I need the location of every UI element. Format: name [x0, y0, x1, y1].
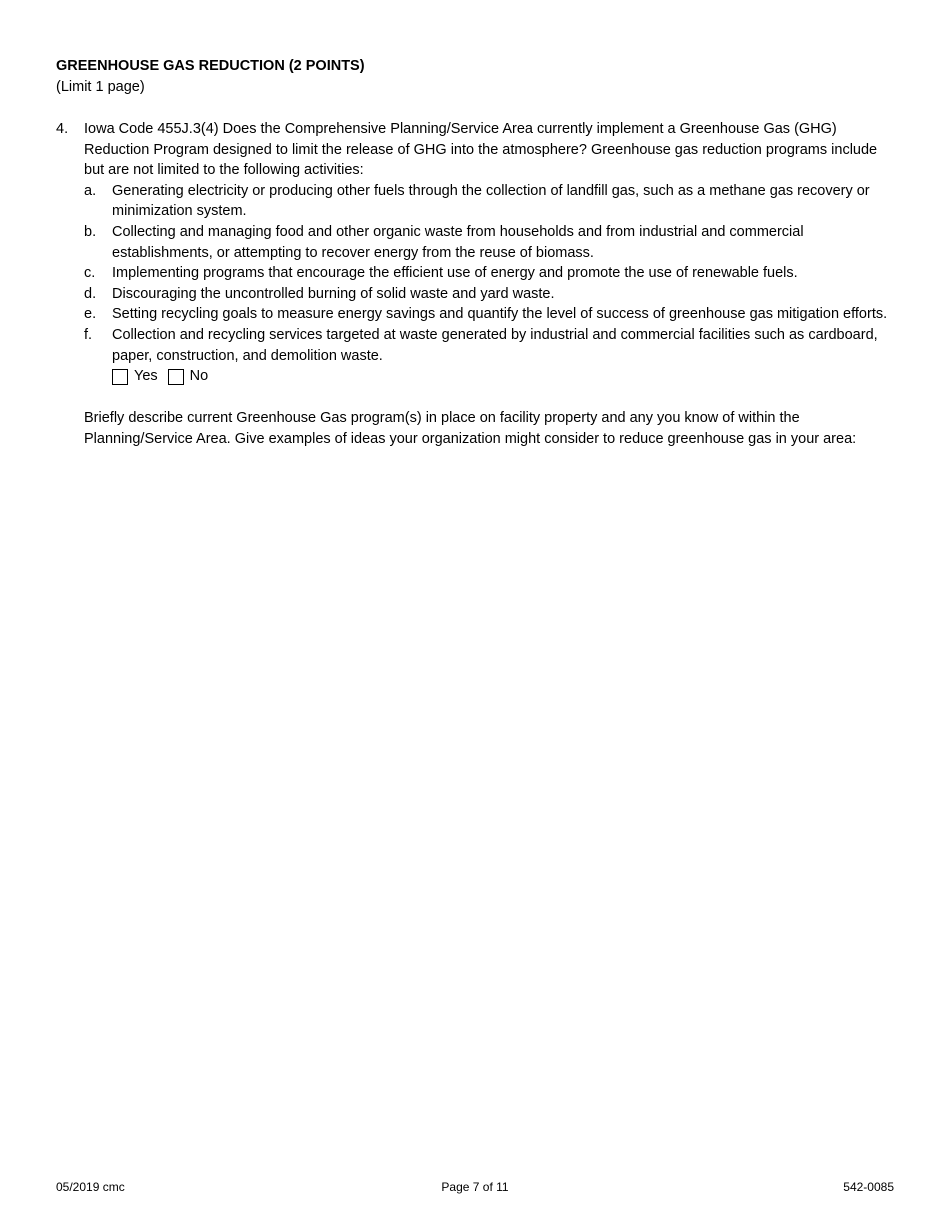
list-item-text: Collecting and managing food and other organic waste from households and from industrial and commercial establishments, or attempting to recover energy from the reuse of biomass. [112, 223, 804, 261]
list-item [84, 263, 896, 284]
yes-checkbox[interactable] [112, 369, 128, 385]
footer-form-number: 542-0085 [843, 1180, 894, 1194]
footer-page-number: Page 7 of 11 [441, 1180, 509, 1194]
list-item-letter: f. [84, 326, 93, 343]
list-item-text: Setting recycling goals to measure energy savings and quantify the level of success of greenhouse gas mitigation efforts. [112, 306, 888, 323]
list-item-letter: a. [84, 182, 97, 199]
list-item-letter: d. [84, 285, 97, 302]
list-item-letter: e. [84, 306, 97, 323]
section-title: GREENHOUSE GAS REDUCTION (2 POINTS) [56, 58, 365, 74]
list-item [84, 325, 896, 366]
question-4 [56, 119, 896, 449]
list-item [84, 304, 896, 325]
list-item [84, 284, 896, 305]
question-number: 4. [56, 121, 69, 137]
activity-list [84, 181, 896, 366]
list-item [84, 181, 896, 222]
list-item-text: Collection and recycling services targeted at waste generated by industrial and commercial facilities such as cardboard, paper, construction, and demolition waste. [112, 326, 878, 364]
footer-date: 05/2019 cmc [56, 1180, 125, 1194]
yes-no-checkboxes [112, 366, 896, 387]
list-item [84, 222, 896, 263]
list-item-letter: c. [84, 265, 96, 282]
question-text: Iowa Code 455J.3(4) Does the Comprehensive Planning/Service Area currently implement a Greenhouse Gas (GHG) Reduction Program designed to limit the release of GHG into the atmosphere? Greenhouse gas reduction programs include but are not limited to the following activities: [84, 121, 878, 179]
list-item-letter: b. [84, 223, 97, 240]
list-item-text: Generating electricity or producing other fuels through the collection of landfill gas, such as a methane gas recovery or minimization system. [112, 182, 870, 220]
list-item-text: Implementing programs that encourage the efficient use of energy and promote the use of renewable fuels. [112, 265, 798, 282]
no-label: No [189, 368, 209, 385]
describe-prompt: Briefly describe current Greenhouse Gas program(s) in place on facility property and any you know of within the Planning/Service Area. Give examples of ideas your organization might consider to reduce greenhouse gas in your area: [84, 410, 857, 447]
yes-label: Yes [134, 368, 158, 385]
page-limit-note: (Limit 1 page) [56, 79, 145, 95]
list-item-text: Discouraging the uncontrolled burning of solid waste and yard waste. [112, 285, 555, 302]
no-checkbox[interactable] [168, 369, 184, 385]
